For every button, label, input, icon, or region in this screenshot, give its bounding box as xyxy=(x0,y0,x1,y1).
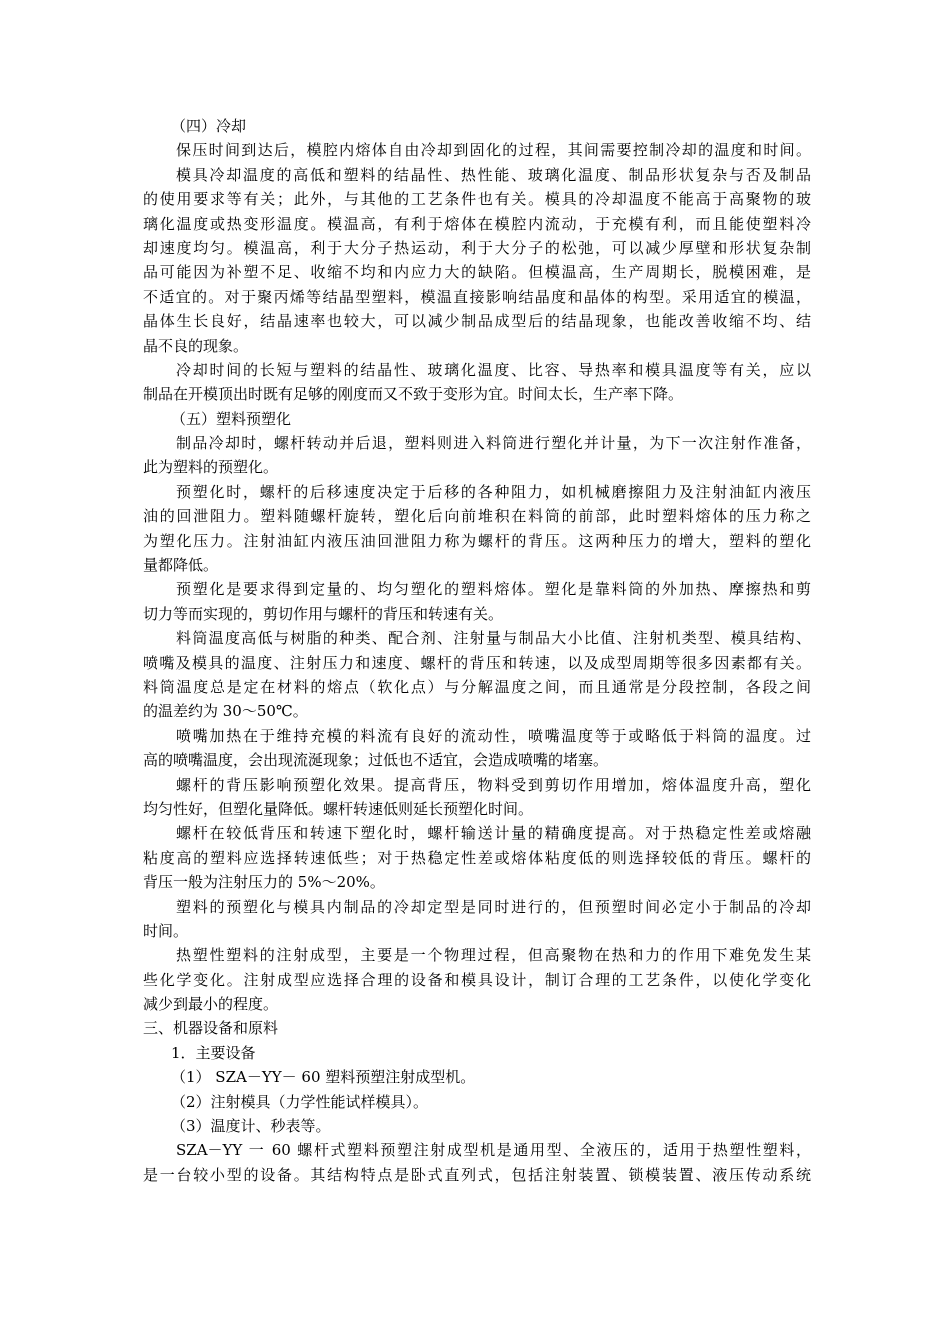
paragraph-line: 模具冷却温度的高低和塑料的结晶性、热性能、玻璃化温度、制品形状复杂与否及制品 xyxy=(176,165,811,184)
paragraph-line: 却速度均匀。模温高，利于大分子热运动，利于大分子的松弛，可以减少厚壁和形状复杂制 xyxy=(143,238,811,257)
section-heading-cooling: （四）冷却 xyxy=(171,117,247,135)
paragraph-line: SZA－YY 一 60 螺杆式塑料预塑注射成型机是通用型、全液压的，适用于热塑性塑料， xyxy=(176,1141,811,1160)
paragraph-line: 为塑化压力。注射油缸内液压油回泄阻力称为螺杆的背压。这两种压力的增大，塑料的塑化 xyxy=(143,531,811,550)
paragraph-line: 均匀性好，但塑化量降低。螺杆转速低则延长预塑化时间。 xyxy=(143,799,534,818)
paragraph-line: 背压一般为注射压力的 5%～20%。 xyxy=(143,873,385,892)
paragraph-line: 璃化温度或热变形温度。模温高，有利于熔体在模腔内流动，于充模有利，而且能使塑料冷 xyxy=(143,214,811,233)
paragraph-line: 料筒温度总是定在材料的熔点（软化点）与分解温度之间，而且通常是分段控制，各段之间 xyxy=(143,677,811,696)
paragraph-line: 晶不良的现象。 xyxy=(143,336,249,355)
list-item: （3）温度计、秒表等。 xyxy=(171,1117,331,1136)
paragraph-line: 时间。 xyxy=(143,921,189,940)
paragraph-line: 喷嘴加热在于维持充模的料流有良好的流动性，喷嘴温度等于或略低于料筒的温度。过 xyxy=(176,726,811,745)
paragraph-line: 高的喷嘴温度，会出现流涎现象；过低也不适宜，会造成喷嘴的堵塞。 xyxy=(143,751,609,770)
list-item: （1） SZA－YY－ 60 塑料预塑注射成型机。 xyxy=(171,1068,476,1087)
paragraph-line: 塑料的预塑化与模具内制品的冷却定型是同时进行的，但预塑时间必定小于制品的冷却 xyxy=(176,897,811,916)
paragraph-line: 减少到最小的程度。 xyxy=(143,995,279,1014)
paragraph-line: 制品在开模顶出时既有足够的刚度而又不致于变形为宜。时间太长，生产率下降。 xyxy=(143,385,684,404)
subsection-heading-main-equipment: 1．主要设备 xyxy=(171,1043,256,1062)
paragraph-line: 切力等而实现的，剪切作用与螺杆的背压和转速有关。 xyxy=(143,604,504,623)
paragraph-line: 不适宜的。对于聚丙烯等结晶型塑料，模温直接影响结晶度和晶体的构型。采用适宜的模温， xyxy=(143,287,811,306)
paragraph-line: 是一台较小型的设备。其结构特点是卧式直列式，包括注射装置、锁模装置、液压传动系统 xyxy=(143,1165,811,1184)
paragraph-line: 些化学变化。注射成型应选择合理的设备和模具设计，制订合理的工艺条件，以使化学变化 xyxy=(143,970,811,989)
paragraph-line: 油的回泄阻力。塑料随螺杆旋转，塑化后向前堆积在料筒的前部，此时塑料熔体的压力称之 xyxy=(143,507,811,526)
paragraph-line: 喷嘴及模具的温度、注射压力和速度、螺杆的背压和转速，以及成型周期等很多因素都有关。 xyxy=(143,653,811,672)
paragraph-line: 此为塑料的预塑化。 xyxy=(143,458,279,477)
section-heading-equipment: 三、机器设备和原料 xyxy=(143,1019,279,1038)
paragraph-line: 螺杆在较低背压和转速下塑化时，螺杆输送计量的精确度提高。对于热稳定性差或熔融 xyxy=(176,824,811,843)
paragraph-line: 料筒温度高低与树脂的种类、配合剂、注射量与制品大小比值、注射机类型、模具结构、 xyxy=(176,629,811,648)
paragraph-line: 量都降低。 xyxy=(143,556,219,575)
paragraph-line: 粘度高的塑料应选择转速低些；对于热稳定性差或熔体粘度低的则选择较低的背压。螺杆的 xyxy=(143,848,811,867)
paragraph-line: 保压时间到达后，模腔内熔体自由冷却到固化的过程，其间需要控制冷却的温度和时间。 xyxy=(176,141,811,160)
paragraph-line: 的温差约为 30～50℃。 xyxy=(143,702,308,721)
document-page xyxy=(143,114,811,1187)
paragraph-line: 的使用要求等有关；此外，与其他的工艺条件也有关。模具的冷却温度不能高于高聚物的玻 xyxy=(143,190,811,209)
paragraph-line: 螺杆的背压影响预塑化效果。提高背压，物料受到剪切作用增加，熔体温度升高，塑化 xyxy=(176,775,811,794)
paragraph-line: 制品冷却时，螺杆转动并后退，塑料则进入料筒进行塑化并计量，为下一次注射作准备， xyxy=(176,434,811,453)
paragraph-line: 品可能因为补塑不足、收缩不均和内应力大的缺陷。但模温高，生产周期长，脱模困难，是 xyxy=(143,263,811,282)
paragraph-line: 预塑化时，螺杆的后移速度决定于后移的各种阻力，如机械磨擦阻力及注射油缸内液压 xyxy=(176,482,811,501)
paragraph-line: 冷却时间的长短与塑料的结晶性、玻璃化温度、比容、导热率和模具温度等有关，应以 xyxy=(176,360,811,379)
paragraph-line: 晶体生长良好，结晶速率也较大，可以减少制品成型后的结晶现象，也能改善收缩不均、结 xyxy=(143,312,811,331)
paragraph-line: 预塑化是要求得到定量的、均匀塑化的塑料熔体。塑化是靠料筒的外加热、摩擦热和剪 xyxy=(176,580,811,599)
list-item: （2）注射模具（力学性能试样模具）。 xyxy=(171,1092,429,1111)
paragraph-line: 热塑性塑料的注射成型，主要是一个物理过程，但高聚物在热和力的作用下难免发生某 xyxy=(176,946,811,965)
section-heading-preplasticizing: （五）塑料预塑化 xyxy=(171,409,292,428)
